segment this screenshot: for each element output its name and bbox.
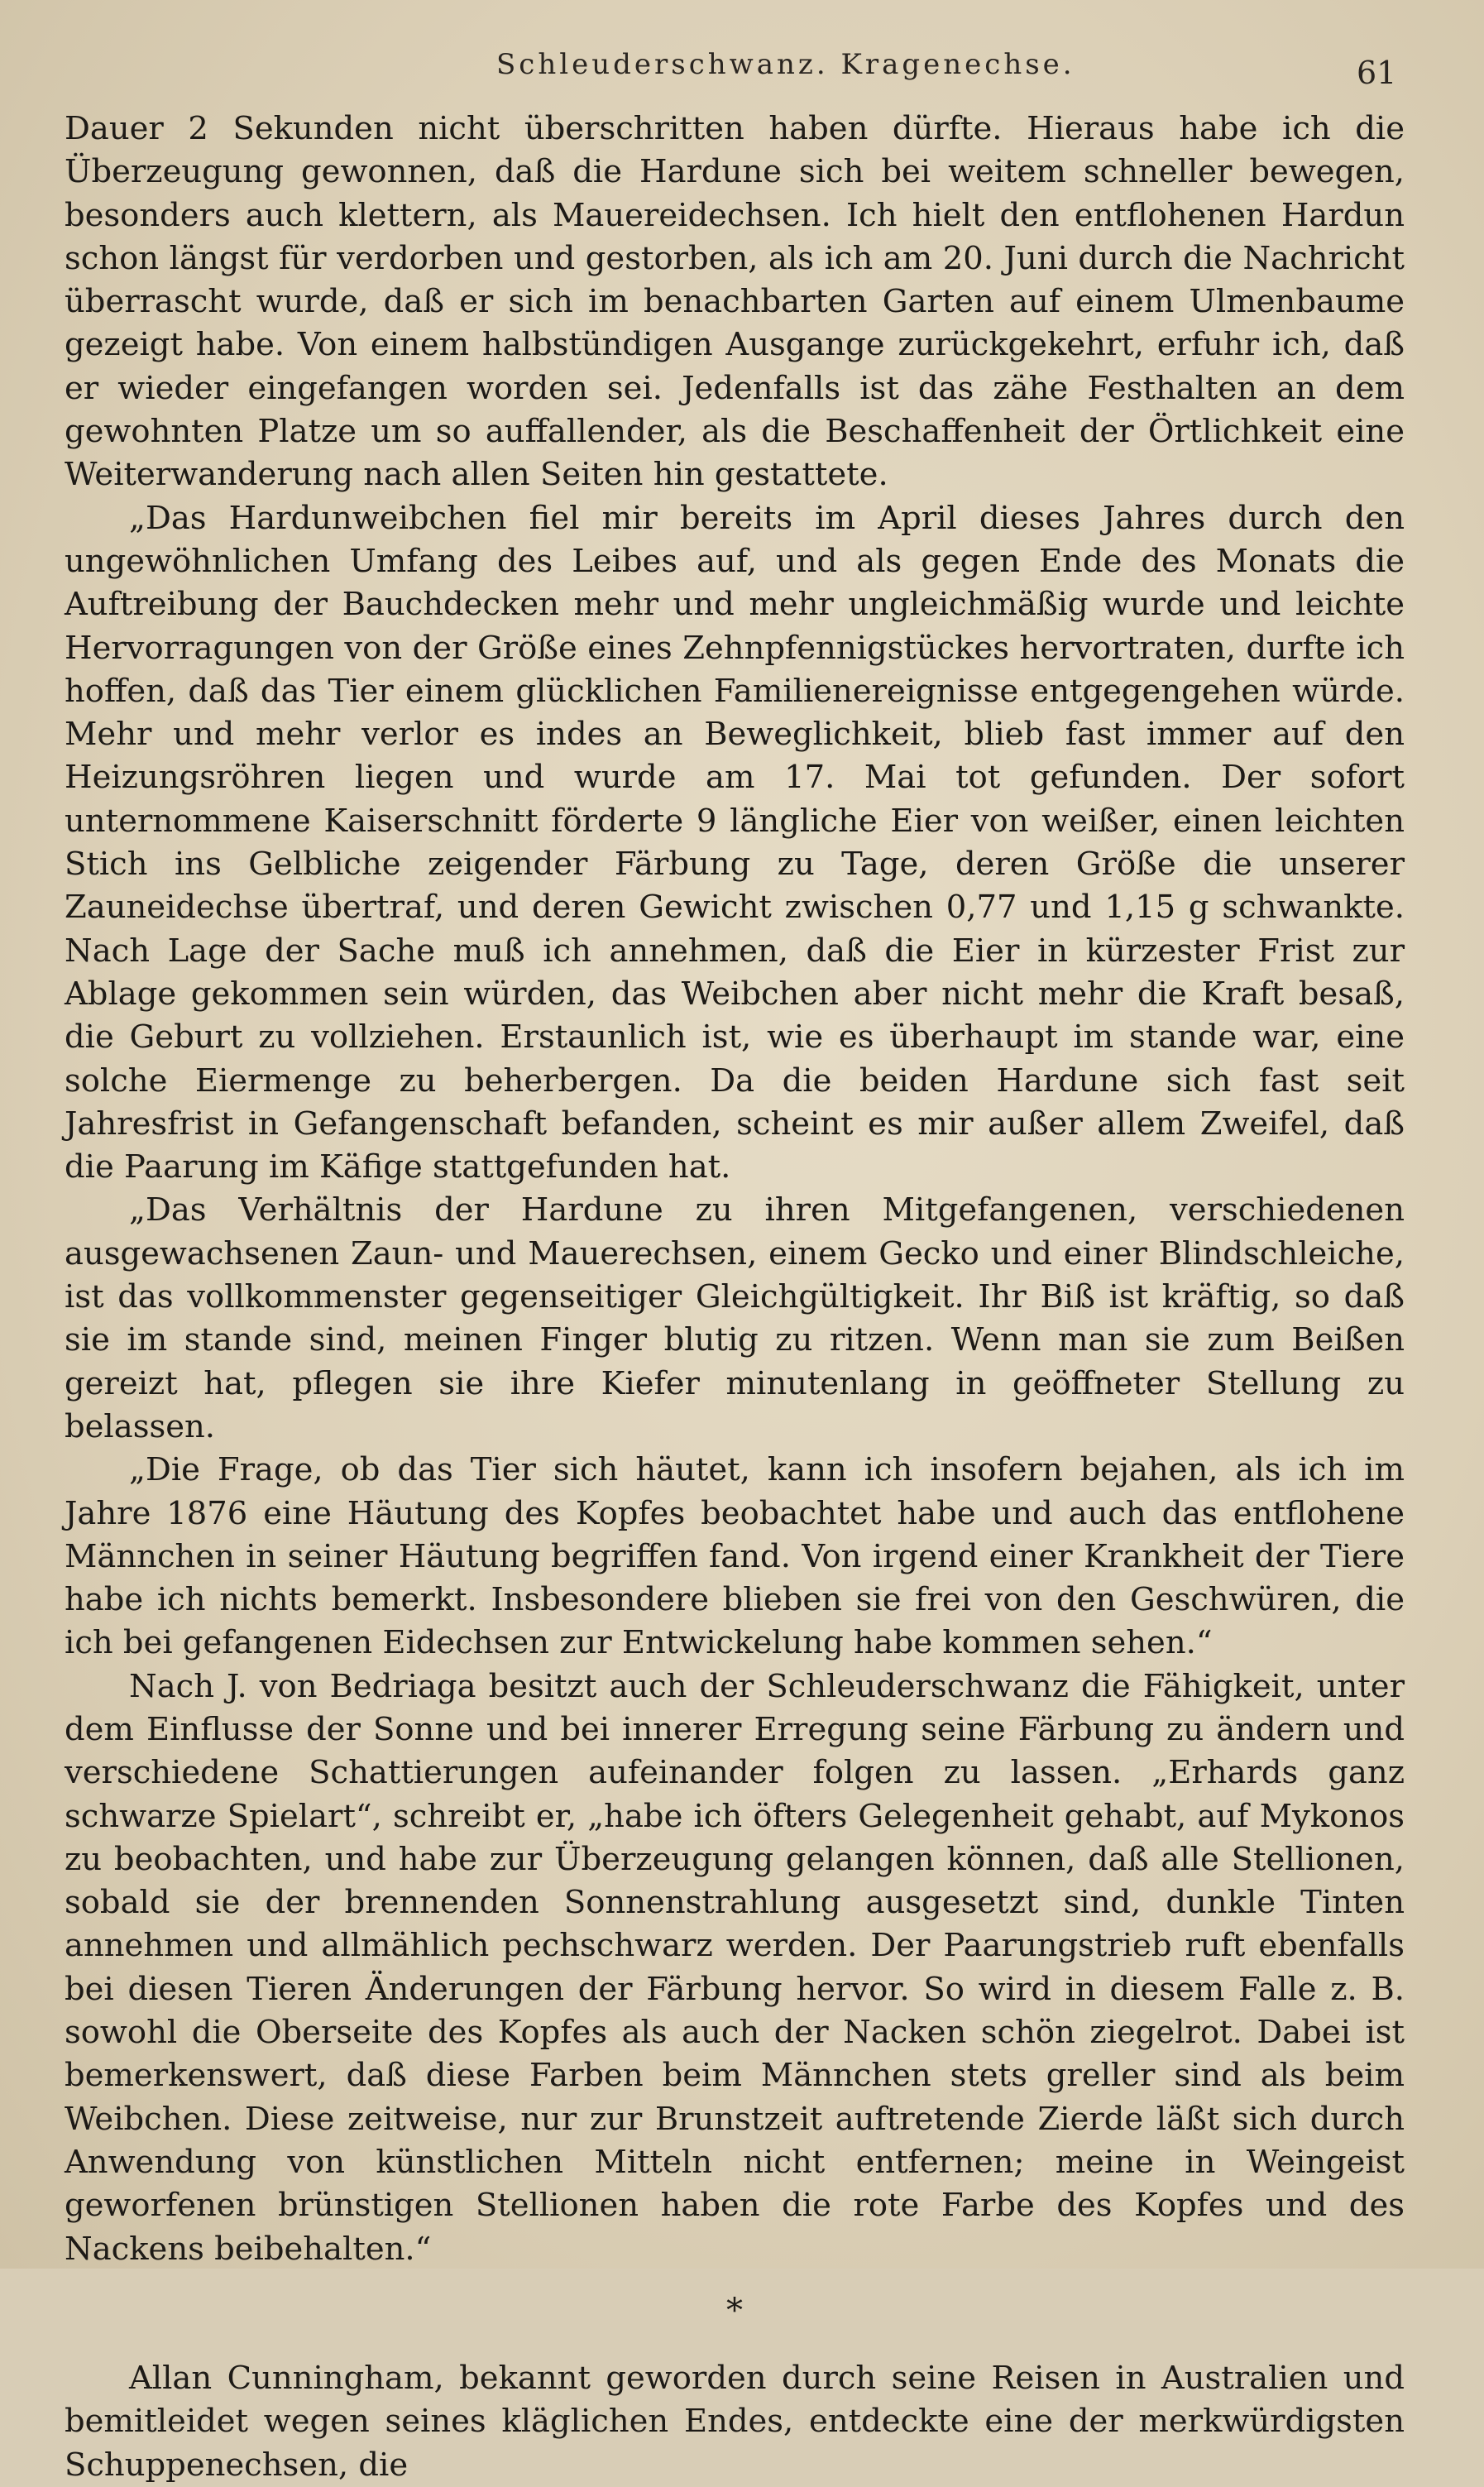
running-head-title: Schleuderschwanz. Kragenechse. <box>496 48 1075 81</box>
paragraph-3: „Das Verhältnis der Hardune zu ihren Mitgefangenen, verschiedenen ausgewachsenen Zaun- und Mauerechsen, einem Gecko und einer Blindschleiche, ist das vollkommenster gegenseitiger Gleichgültigkeit. Ihr Biß ist kräftig, so daß sie im stande sind, meinen Finger blutig zu ritzen. Wenn man sie zum Beißen gereizt hat, pflegen sie ihre Kiefer minutenlang in geöffneter Stellung zu belassen. <box>65 1191 1405 1445</box>
paragraph-6: Allan Cunningham, bekannt geworden durch seine Reisen in Australien und bemitleidet wegen seines kläglichen Endes, entdeckte eine der merkwürdigsten Schuppenechsen, die <box>65 2360 1405 2484</box>
body-text <box>65 108 1405 2487</box>
section-separator: * <box>726 2291 743 2330</box>
paragraph-4: „Die Frage, ob das Tier sich häutet, kann ich insofern bejahen, als ich im Jahre 1876 eine Häutung des Kopfes beobachtet habe und auch das entflohene Männchen in seiner Häutung begriffen fand. Von irgend einer Krankheit der Tiere habe ich nichts bemerkt. Insbesondere blieben sie frei von den Geschwüren, die ich bei gefangenen Eidechsen zur Entwickelung habe kommen sehen.“ <box>65 1451 1405 1662</box>
paragraph-1: Dauer 2 Sekunden nicht überschritten haben dürfte. Hieraus habe ich die Überzeugung gewonnen, daß die Hardune sich bei weitem schneller bewegen, besonders auch klettern, als Mauereidechsen. Ich hielt den entflohenen Hardun schon längst für verdorben und gestorben, als ich am 20. Juni durch die Nachricht überrascht wurde, daß er sich im benachbarten Garten auf einem Ulmenbaume gezeigt habe. Von einem halbstündigen Ausgange zurückgekehrt, erfuhr ich, daß er wieder eingefangen worden sei. Jedenfalls ist das zähe Festhalten an dem gewohnten Platze um so auffallender, als die Beschaffenheit der Örtlichkeit eine Weiterwanderung nach allen Seiten hin gestattete. <box>65 110 1405 494</box>
running-head <box>0 40 1484 89</box>
paragraph-2: „Das Hardunweibchen fiel mir bereits im April dieses Jahres durch den ungewöhnlichen Umfang des Leibes auf, und als gegen Ende des Monats die Auftreibung der Bauchdecken mehr und mehr ungleichmäßig wurde und leichte Hervorragungen von der Größe eines Zehnpfennigstückes hervortraten, durfte ich hoffen, daß das Tier einem glücklichen Familienereignisse entgegengehen würde. Mehr und mehr verlor es indes an Beweglichkeit, blieb fast immer auf den Heizungsröhren liegen und wurde am 17. Mai tot gefunden. Der sofort unternommene Kaiserschnitt förderte 9 längliche Eier von weißer, einen leichten Stich ins Gelbliche zeigender Färbung zu Tage, deren Größe die unserer Zauneidechse übertraf, und deren Gewicht zwischen 0,77 und 1,15 g schwankte. Nach Lage der Sache muß ich annehmen, daß die Eier in kürzester Frist zur Ablage gekommen sein würden, das Weibchen aber nicht mehr die Kraft besaß, die Geburt zu vollziehen. Erstaunlich ist, wie es überhaupt im stande war, eine solche Eiermenge zu beherbergen. Da die beiden Hardune sich fast seit Jahresfrist in Gefangenschaft befanden, scheint es mir außer allem Zweifel, daß die Paarung im Käfige stattgefunden hat. <box>65 499 1405 1186</box>
paragraph-5: Nach J. von Bedriaga besitzt auch der Schleuderschwanz die Fähigkeit, unter dem Einflusse der Sonne und bei innerer Erregung seine Färbung zu ändern und verschiedene Schattierungen aufeinander folgen zu lassen. „Erhards ganz schwarze Spielart“, schreibt er, „habe ich öfters Gelegenheit gehabt, auf Mykonos zu beobachten, und habe zur Überzeugung gelangen können, daß alle Stellionen, sobald sie der brennenden Sonnenstrahlung ausgesetzt sind, dunkle Tinten annehmen und allmählich pechschwarz werden. Der Paarungstrieb ruft ebenfalls bei diesen Tieren Änderungen der Färbung hervor. So wird in diesem Falle z. B. sowohl die Oberseite des Kopfes als auch der Nacken schön ziegelrot. Dabei ist bemerkenswert, daß diese Farben beim Männchen stets greller sind als beim Weibchen. Diese zeitweise, nur zur Brunstzeit auftretende Zierde läßt sich durch Anwendung von künstlichen Mitteln nicht entfernen; meine in Weingeist geworfenen brünstigen Stellionen haben die rote Farbe des Kopfes und des Nackens beibehalten.“ <box>65 1667 1405 2268</box>
page-number: 61 <box>1357 55 1397 91</box>
